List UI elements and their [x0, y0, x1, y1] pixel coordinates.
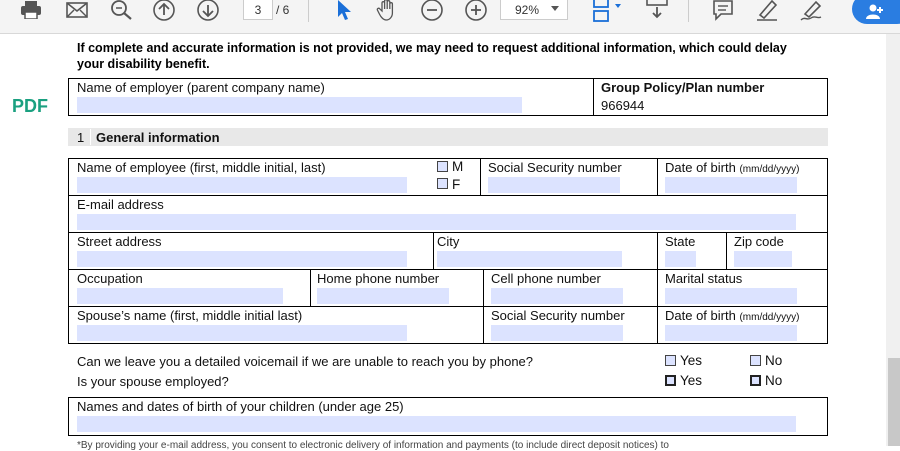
spouse-employed-yes-checkbox[interactable] [665, 375, 676, 386]
spouse-name-field[interactable] [77, 325, 407, 341]
select-arrow-icon[interactable] [334, 0, 354, 20]
col-divider [726, 232, 727, 269]
spouse-name-label: Spouse’s name (first, middle initial last) [77, 308, 303, 323]
pdf-toolbar [0, 0, 900, 34]
page-down-icon[interactable] [196, 0, 220, 20]
cell-phone-field[interactable] [491, 288, 623, 304]
zoom-out-icon[interactable] [420, 0, 444, 20]
col-divider [480, 158, 481, 195]
city-field[interactable] [437, 251, 622, 267]
email-icon[interactable] [64, 0, 90, 20]
street-field[interactable] [77, 251, 407, 267]
voicemail-yes-label: Yes [680, 353, 703, 368]
toolbar-divider [308, 0, 309, 22]
email-label: E-mail address [77, 197, 164, 212]
sign-pen-icon[interactable] [798, 0, 824, 20]
spouse-dob-label [665, 308, 799, 323]
spouse-ssn-label: Social Security number [491, 308, 625, 323]
spouse-dob-label-text: Date of birth [665, 308, 736, 323]
sex-m-checkbox[interactable] [437, 161, 448, 172]
search-icon[interactable] [108, 0, 134, 20]
row-divider [68, 306, 828, 307]
row-divider [68, 195, 828, 196]
hand-icon[interactable] [374, 0, 400, 20]
pdf-badge: PDF [12, 96, 48, 116]
zoom-value: 92% [515, 2, 540, 17]
intro-text: If complete and accurate information is not provided, we may need to request additional information, which could delay your disability benefit. [77, 41, 787, 71]
occupation-label: Occupation [77, 271, 143, 286]
col-divider [657, 269, 658, 306]
voicemail-no-checkbox[interactable] [750, 355, 761, 366]
home-phone-label: Home phone number [317, 271, 440, 286]
children-field[interactable] [77, 416, 796, 432]
section-number: 1 [77, 130, 85, 145]
ssn-field[interactable] [488, 177, 620, 193]
spouse-employed-no-label: No [765, 373, 783, 388]
page-number-input[interactable]: 3 [243, 0, 273, 20]
cell-phone-label: Cell phone number [491, 271, 601, 286]
page-up-icon[interactable] [152, 0, 176, 20]
comment-icon[interactable] [710, 0, 736, 20]
employer-name-field[interactable] [77, 97, 522, 113]
fit-page-icon[interactable] [590, 0, 624, 20]
occupation-field[interactable] [77, 288, 283, 304]
state-field[interactable] [665, 251, 696, 267]
dob-field[interactable] [665, 177, 797, 193]
scroll-mode-icon[interactable] [644, 0, 670, 20]
spouse-employed-yes-label: Yes [680, 373, 703, 388]
zoom-in-icon[interactable] [464, 0, 488, 20]
spouse-ssn-field[interactable] [491, 325, 623, 341]
divider [593, 78, 594, 116]
policy-label: Group Policy/Plan number [601, 80, 765, 95]
add-user-button[interactable] [852, 0, 900, 24]
ssn-label: Social Security number [488, 160, 622, 175]
dob-label-text: Date of birth [665, 160, 736, 175]
sex-f-checkbox[interactable] [437, 178, 448, 189]
voicemail-question: Can we leave you a detailed voicemail if we are unable to reach you by phone? [77, 354, 534, 369]
col-divider [657, 306, 658, 344]
spouse-employed-question: Is your spouse employed? [77, 374, 229, 389]
employer-label: Name of employer (parent company name) [77, 80, 325, 95]
spouse-dob-hint: (mm/dd/yyyy) [739, 312, 800, 323]
policy-value: 966944 [601, 98, 645, 113]
voicemail-no-label: No [765, 353, 783, 368]
add-user-icon [866, 4, 884, 25]
toolbar-divider [688, 0, 689, 22]
employee-name-label: Name of employee (first, middle initial, last) [77, 160, 326, 175]
marital-status-field[interactable] [665, 288, 797, 304]
col-divider [310, 269, 311, 306]
email-field[interactable] [77, 214, 796, 230]
col-divider [433, 232, 434, 269]
spouse-dob-field[interactable] [665, 325, 797, 341]
print-icon[interactable] [18, 0, 44, 20]
marital-status-label: Marital status [665, 271, 743, 286]
row-divider [68, 269, 828, 270]
col-divider [483, 269, 484, 306]
col-divider [657, 232, 658, 269]
col-divider [657, 158, 658, 195]
spouse-employed-no-checkbox[interactable] [750, 375, 761, 386]
highlight-icon[interactable] [754, 0, 780, 20]
sex-f-label: F [452, 177, 461, 192]
chevron-down-icon [551, 6, 559, 11]
street-label: Street address [77, 234, 162, 249]
voicemail-yes-checkbox[interactable] [665, 355, 676, 366]
section-title: General information [96, 130, 220, 145]
section-divider [90, 129, 91, 145]
employee-name-field[interactable] [77, 177, 407, 193]
row-divider [68, 232, 828, 233]
footer-note: *By providing your e-mail address, you consent to electronic delivery of information and payments (to include direct deposit notices) to [77, 440, 669, 451]
zip-label: Zip code [734, 234, 784, 249]
page-total: / 6 [276, 3, 290, 17]
scrollbar-thumb[interactable] [888, 358, 900, 446]
dob-hint: (mm/dd/yyyy) [739, 164, 800, 175]
sex-m-label: M [452, 159, 464, 174]
zip-field[interactable] [734, 251, 792, 267]
dob-label [665, 160, 799, 175]
state-label: State [665, 234, 696, 249]
home-phone-field[interactable] [317, 288, 449, 304]
zoom-select[interactable] [500, 0, 568, 20]
city-label: City [437, 234, 460, 249]
children-label: Names and dates of birth of your children (under age 25) [77, 399, 404, 414]
col-divider [483, 306, 484, 344]
